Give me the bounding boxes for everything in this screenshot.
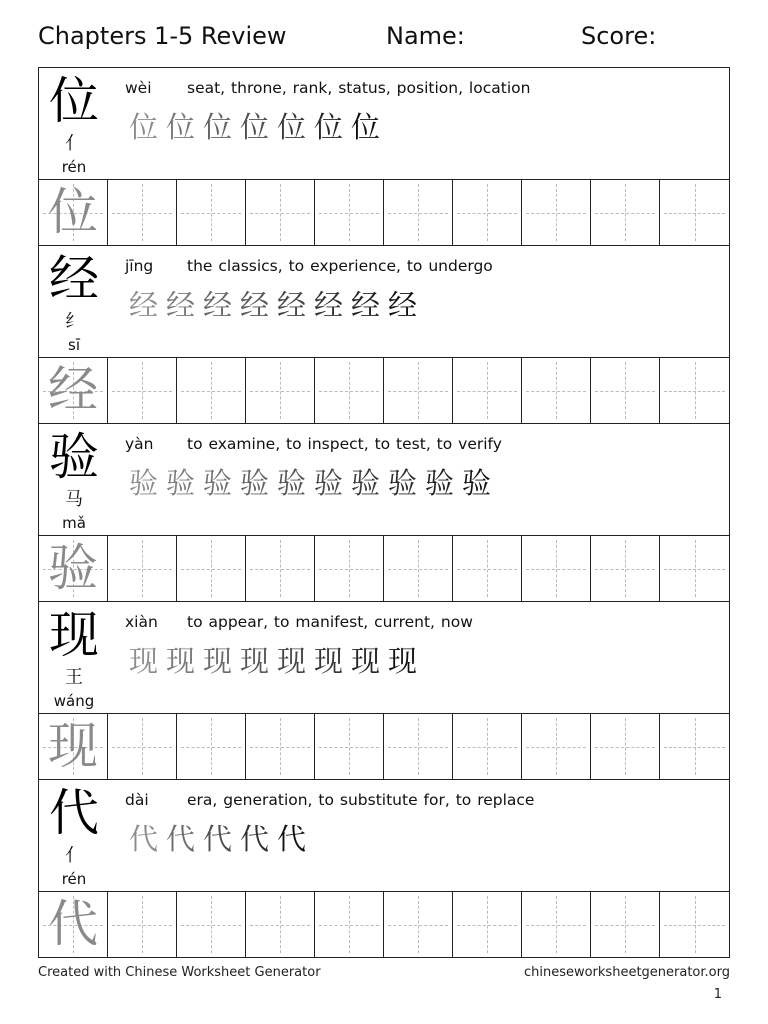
character-meaning: era, generation, to substitute for, to replace: [187, 791, 535, 809]
writing-cell[interactable]: [660, 892, 729, 957]
radical-character: 亻: [65, 133, 83, 154]
worksheet-title: Chapters 1-5 Review: [38, 22, 287, 50]
radical-character: 纟: [65, 311, 83, 332]
stroke-step: 代: [276, 822, 306, 856]
character-block: [38, 246, 730, 424]
practice-grid-row: [38, 358, 730, 424]
writing-cell[interactable]: [453, 714, 522, 779]
character-info-row: [38, 246, 730, 358]
character-meaning: the classics, to experience, to undergo: [187, 257, 493, 275]
practice-sheet: [38, 67, 730, 958]
writing-cell[interactable]: [660, 714, 729, 779]
writing-cell[interactable]: [315, 714, 384, 779]
stroke-step: 经: [313, 288, 343, 322]
practice-grid-row: [38, 714, 730, 780]
stroke-step: 经: [350, 288, 380, 322]
stroke-step: 验: [165, 466, 195, 500]
stroke-step: 现: [350, 644, 380, 678]
writing-cell[interactable]: [246, 536, 315, 601]
name-label: Name:: [386, 22, 465, 50]
stroke-step: 经: [128, 288, 158, 322]
radical-pinyin: wáng: [53, 692, 95, 710]
writing-cell[interactable]: [177, 714, 246, 779]
stroke-step: 经: [239, 288, 269, 322]
character-block: [38, 602, 730, 780]
character-info-row: [38, 68, 730, 180]
writing-cell[interactable]: [246, 714, 315, 779]
character-pinyin: jīng: [125, 257, 154, 275]
stroke-step: 现: [202, 644, 232, 678]
writing-cell[interactable]: [108, 180, 177, 245]
writing-cell[interactable]: [177, 358, 246, 423]
stroke-step: 经: [387, 288, 417, 322]
radical-pinyin: rén: [61, 870, 87, 888]
footer-credit: Created with Chinese Worksheet Generator: [38, 965, 321, 980]
writing-cell[interactable]: [315, 536, 384, 601]
writing-cell[interactable]: [108, 536, 177, 601]
trace-cell: [39, 358, 108, 423]
stroke-order-sequence: [125, 108, 384, 146]
radical-character: 马: [65, 489, 83, 510]
writing-cell[interactable]: [108, 892, 177, 957]
writing-cell[interactable]: [315, 180, 384, 245]
stroke-step: 代: [165, 822, 195, 856]
stroke-step: 现: [276, 644, 306, 678]
stroke-step: 位: [202, 110, 232, 144]
character-info-row: [38, 602, 730, 714]
stroke-step: 现: [128, 644, 158, 678]
character-info-row: [38, 424, 730, 536]
writing-cell[interactable]: [384, 536, 453, 601]
writing-cell[interactable]: [384, 892, 453, 957]
writing-cell[interactable]: [522, 358, 591, 423]
writing-cell[interactable]: [246, 180, 315, 245]
stroke-step: 现: [313, 644, 343, 678]
stroke-step: 代: [128, 822, 158, 856]
character-meaning: to examine, to inspect, to test, to verify: [187, 435, 502, 453]
writing-cell[interactable]: [108, 358, 177, 423]
practice-grid-row: [38, 536, 730, 602]
character-block: [38, 780, 730, 958]
stroke-step: 代: [202, 822, 232, 856]
character-pinyin: wèi: [125, 79, 152, 97]
stroke-step: 现: [387, 644, 417, 678]
stroke-step: 现: [165, 644, 195, 678]
stroke-order-sequence: [125, 642, 421, 680]
worksheet-header: [0, 22, 768, 58]
writing-cell[interactable]: [108, 714, 177, 779]
trace-cell: [39, 180, 108, 245]
stroke-step: 位: [350, 110, 380, 144]
radical-pinyin: sī: [68, 336, 80, 354]
stroke-step: 现: [239, 644, 269, 678]
character-meaning: seat, throne, rank, status, position, location: [187, 79, 531, 97]
stroke-step: 验: [202, 466, 232, 500]
stroke-step: 位: [239, 110, 269, 144]
writing-cell[interactable]: [591, 536, 660, 601]
main-character: 经: [49, 250, 99, 308]
trace-character: 经: [48, 361, 98, 419]
character-block: [38, 424, 730, 602]
writing-cell[interactable]: [660, 358, 729, 423]
stroke-step: 验: [387, 466, 417, 500]
stroke-step: 经: [202, 288, 232, 322]
stroke-step: 经: [165, 288, 195, 322]
footer-website: chineseworksheetgenerator.org: [523, 965, 730, 980]
writing-cell[interactable]: [522, 892, 591, 957]
writing-cell[interactable]: [177, 180, 246, 245]
stroke-step: 验: [461, 466, 491, 500]
stroke-step: 验: [276, 466, 306, 500]
stroke-order-sequence: [125, 820, 310, 858]
writing-cell[interactable]: [522, 180, 591, 245]
writing-cell[interactable]: [453, 536, 522, 601]
writing-cell[interactable]: [177, 892, 246, 957]
score-label: Score:: [581, 22, 657, 50]
main-character: 现: [49, 606, 99, 664]
character-pinyin: xiàn: [125, 613, 158, 631]
stroke-step: 验: [128, 466, 158, 500]
writing-cell[interactable]: [660, 180, 729, 245]
stroke-step: 位: [128, 110, 158, 144]
character-block: [38, 68, 730, 246]
stroke-step: 验: [239, 466, 269, 500]
trace-character: 现: [48, 717, 98, 775]
main-character: 代: [49, 784, 99, 842]
trace-cell: [39, 714, 108, 779]
stroke-step: 位: [165, 110, 195, 144]
stroke-step: 验: [350, 466, 380, 500]
page-number: 1: [713, 987, 722, 1002]
stroke-step: 验: [313, 466, 343, 500]
writing-cell[interactable]: [522, 714, 591, 779]
writing-cell[interactable]: [246, 358, 315, 423]
writing-cell[interactable]: [522, 536, 591, 601]
trace-cell: [39, 892, 108, 957]
main-character: 验: [49, 428, 99, 486]
writing-cell[interactable]: [384, 358, 453, 423]
writing-cell[interactable]: [453, 892, 522, 957]
writing-cell[interactable]: [453, 358, 522, 423]
stroke-step: 位: [313, 110, 343, 144]
writing-cell[interactable]: [591, 358, 660, 423]
writing-cell[interactable]: [591, 714, 660, 779]
stroke-order-sequence: [125, 464, 495, 502]
stroke-order-sequence: [125, 286, 421, 324]
stroke-step: 代: [239, 822, 269, 856]
trace-character: 验: [48, 539, 98, 597]
trace-character: 代: [48, 895, 98, 953]
stroke-step: 经: [276, 288, 306, 322]
radical-pinyin: rén: [61, 158, 87, 176]
character-info-row: [38, 780, 730, 892]
writing-cell[interactable]: [453, 180, 522, 245]
radical-character: 王: [65, 667, 83, 688]
main-character: 位: [49, 72, 99, 130]
character-pinyin: dài: [125, 791, 149, 809]
character-pinyin: yàn: [125, 435, 154, 453]
writing-cell[interactable]: [384, 714, 453, 779]
writing-cell[interactable]: [246, 892, 315, 957]
stroke-step: 位: [276, 110, 306, 144]
writing-cell[interactable]: [591, 180, 660, 245]
radical-pinyin: mǎ: [62, 514, 86, 532]
writing-cell[interactable]: [591, 892, 660, 957]
writing-cell[interactable]: [315, 358, 384, 423]
trace-character: 位: [48, 183, 98, 241]
writing-cell[interactable]: [315, 892, 384, 957]
practice-grid-row: [38, 892, 730, 958]
writing-cell[interactable]: [177, 536, 246, 601]
stroke-step: 验: [424, 466, 454, 500]
writing-cell[interactable]: [660, 536, 729, 601]
character-meaning: to appear, to manifest, current, now: [187, 613, 473, 631]
trace-cell: [39, 536, 108, 601]
radical-character: 亻: [65, 845, 83, 866]
writing-cell[interactable]: [384, 180, 453, 245]
practice-grid-row: [38, 180, 730, 246]
